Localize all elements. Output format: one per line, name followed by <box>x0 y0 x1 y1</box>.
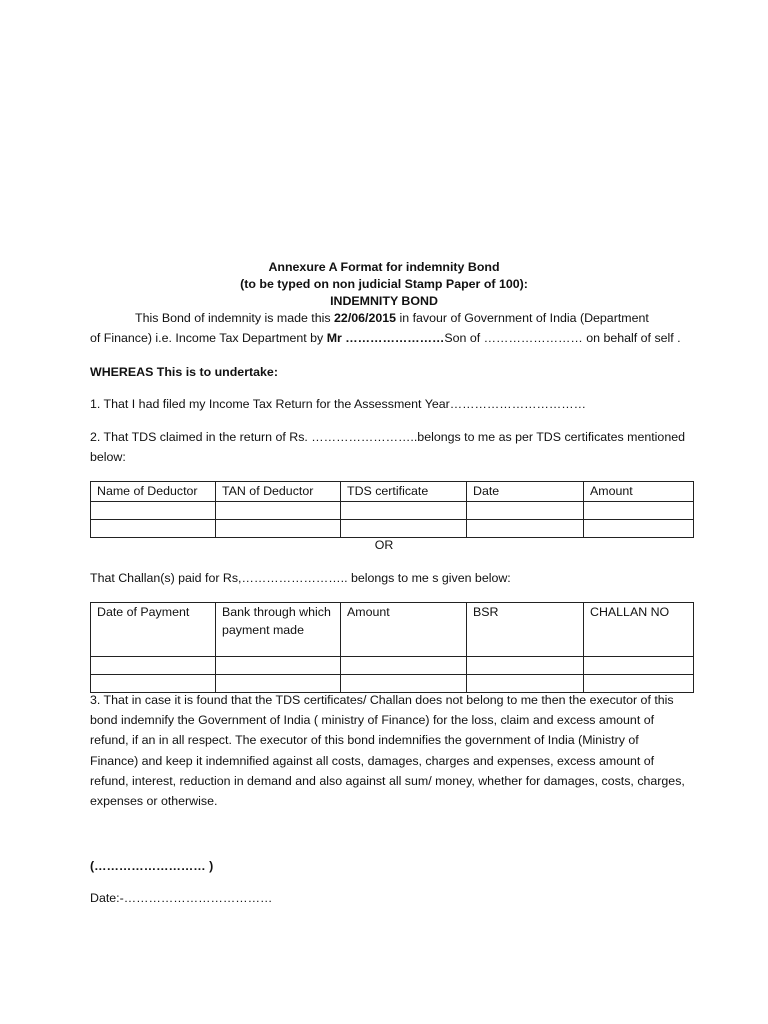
table-row <box>91 501 694 519</box>
table-cell <box>216 519 341 537</box>
table-cell <box>584 519 694 537</box>
challan-line: That Challan(s) paid for Rs,…………………….. belongs to me s given below: <box>90 571 511 585</box>
challan-table <box>90 602 694 693</box>
table-header-row <box>91 603 694 657</box>
document-title: Annexure A Format for indemnity Bond <box>268 260 500 274</box>
bond-date: 22/06/2015 <box>334 311 397 325</box>
column-header: BSR <box>467 603 584 657</box>
column-header: CHALLAN NO <box>584 603 694 657</box>
point-3: 3. That in case it is found that the TDS certificates/ Challan does not belong to me then the executor of this bond indemnify the Government of India ( ministry of Finance) for the loss, claim and excess amount of refund, if an in all respect. The executor of this bond indemnifies the government of India (Ministry of Finance) and keep it indemnified against all costs, damages, charges and expenses, excess amount of refund, interest, reduction in demand and also against all sum/ money, whether for damages, costs, charges, expenses or otherwise. <box>90 693 685 809</box>
table-cell <box>584 501 694 519</box>
table-cell <box>341 501 467 519</box>
table-cell <box>91 519 216 537</box>
column-header: TAN of Deductor <box>216 482 341 502</box>
table-cell <box>467 657 584 675</box>
column-header: Bank through which payment made <box>216 603 341 657</box>
column-header: Amount <box>584 482 694 502</box>
point-2-line-1: 2. That TDS claimed in the return of Rs. ……………………..belongs to me as per TDS certificates mentioned <box>90 430 685 444</box>
whereas-heading: WHEREAS This is to undertake: <box>90 365 278 379</box>
table-header-row <box>91 482 694 502</box>
table-cell <box>341 519 467 537</box>
bond-heading: INDEMNITY BOND <box>330 294 438 308</box>
table-cell <box>467 519 584 537</box>
son-of-text: Son of …………………… on behalf of self . <box>444 331 681 345</box>
intro-line-2-text: of Finance) i.e. Income Tax Department by <box>90 331 327 345</box>
intro-line-1 <box>135 311 649 325</box>
intro-line-2 <box>90 331 681 345</box>
table-cell <box>584 657 694 675</box>
column-header: TDS certificate <box>341 482 467 502</box>
table-row <box>91 519 694 537</box>
date-line: Date:-……………………………… <box>90 891 273 905</box>
tds-table <box>90 481 694 538</box>
intro-text-continued: in favour of Government of India (Department <box>396 311 649 325</box>
point-1: 1. That I had filed my Income Tax Return for the Assessment Year…………………………… <box>90 397 587 411</box>
table-cell <box>341 657 467 675</box>
point-2-line-2: below: <box>90 450 126 464</box>
column-header: Date <box>467 482 584 502</box>
table-cell <box>467 501 584 519</box>
executor-name-blank: Mr …………………… <box>326 331 445 345</box>
intro-text: This Bond of indemnity is made this <box>135 311 335 325</box>
column-header: Amount <box>341 603 467 657</box>
table-cell <box>216 501 341 519</box>
table-row <box>91 657 694 675</box>
signature-placeholder: (……………………… ) <box>90 859 214 873</box>
column-header: Name of Deductor <box>91 482 216 502</box>
table-cell <box>91 657 216 675</box>
document-subtitle: (to be typed on non judicial Stamp Paper of 100): <box>240 277 528 291</box>
table-cell <box>91 501 216 519</box>
or-separator: OR <box>374 538 394 552</box>
table-cell <box>216 657 341 675</box>
column-header: Date of Payment <box>91 603 216 657</box>
